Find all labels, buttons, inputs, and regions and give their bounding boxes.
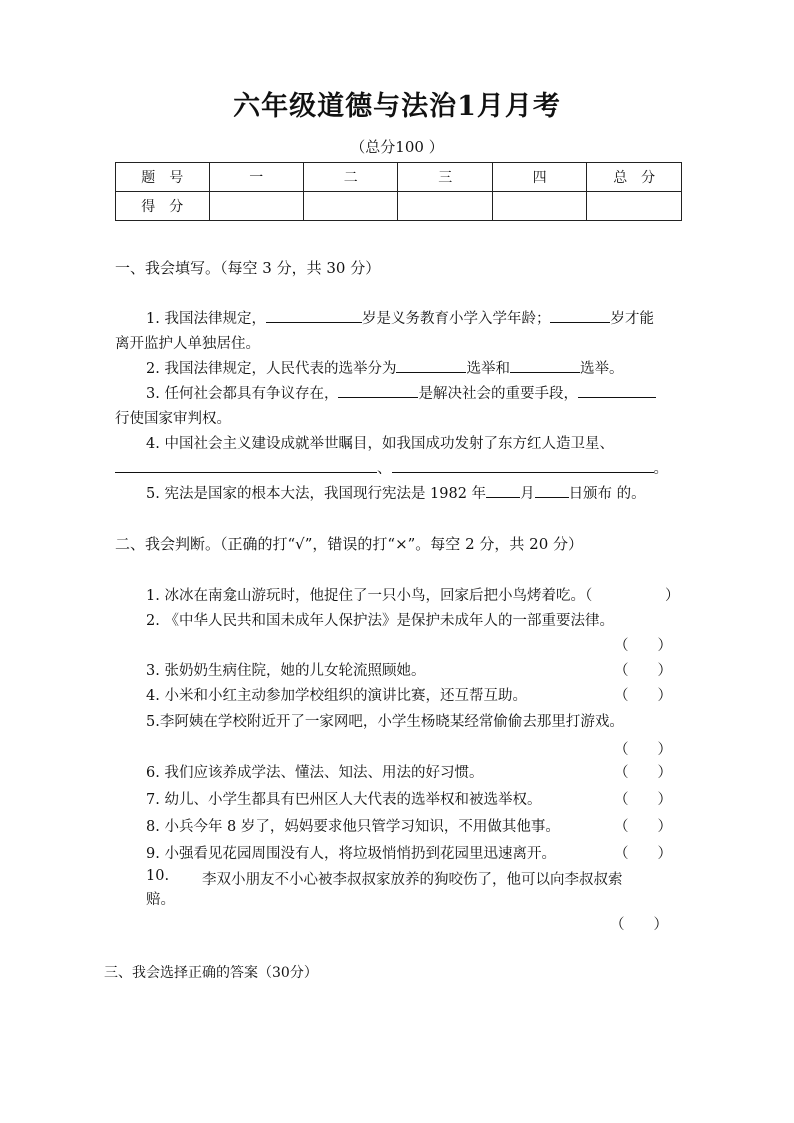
s2-question-2: 2. 《中华人民共和国未成年人保护法》是保护未成年人的一部重要法律。 [146, 613, 614, 629]
blank-living-age[interactable] [550, 308, 610, 323]
s1-q3-continued: 行使国家审判权。 [115, 411, 231, 427]
blank-month[interactable] [486, 483, 520, 498]
s1-q2-text-c: 选举。 [579, 361, 624, 377]
s1-question-2 [146, 357, 623, 378]
score-cell-1[interactable] [209, 192, 303, 221]
s2-question-9: 9. 小强看见花园周围没有人，将垃圾悄悄扔到花园里迅速离开。 [146, 846, 556, 862]
s2-q10-answer[interactable]: （ ） [610, 917, 668, 933]
s1-q4-end: 。 [653, 461, 668, 477]
s1-q1-text-b: 岁是义务教育小学入学年龄； [361, 311, 551, 327]
s2-question-3: 3. 张奶奶生病住院，她的儿女轮流照顾她。 [146, 663, 426, 679]
s2-q1-answer-close[interactable]: ） [665, 588, 680, 604]
blank-day[interactable] [535, 483, 569, 498]
s2-question-4: 4. 小米和小红主动参加学校组织的演讲比赛，还互帮互助。 [146, 688, 527, 704]
s2-question-6: 6. 我们应该养成学法、懂法、知法、用法的好习惯。 [146, 765, 484, 781]
s1-q4-continued [115, 457, 668, 478]
s1-q2-text-a: 2. 我国法律规定，人民代表的选举分为 [146, 361, 397, 377]
header-cell-3: 三 [398, 163, 492, 192]
s1-q5-text-a: 5. 宪法是国家的根本大法，我国现行宪法是 1982 年 [146, 486, 487, 502]
s1-q3-text-b: 是解决社会的重要手段， [418, 386, 578, 402]
total-score-note: （总分100 ） [350, 138, 444, 156]
section3-heading: 三、我会选择正确的答案（30分） [104, 965, 318, 981]
score-cell-4[interactable] [492, 192, 586, 221]
blank-dispute-means[interactable] [338, 383, 418, 398]
blank-achievement-2[interactable] [392, 458, 654, 473]
s2-question-10-number: 10. [146, 868, 170, 884]
header-cell-item: 题 号 [116, 163, 210, 192]
score-cell-total[interactable] [587, 192, 682, 221]
s2-q2-answer[interactable]: （ ） [614, 638, 672, 654]
s1-question-4: 4. 中国社会主义建设成就举世瞩目，如我国成功发射了东方红人造卫星、 [146, 436, 614, 452]
s1-q1-continued: 离开监护人单独居住。 [115, 336, 260, 352]
blank-election-type-2[interactable] [510, 358, 580, 373]
blank-achievement-1[interactable] [115, 458, 377, 473]
s1-question-5 [146, 482, 646, 503]
s2-q8-answer[interactable]: （ ） [614, 819, 672, 835]
s2-q7-answer[interactable]: （ ） [614, 792, 672, 808]
s1-question-1 [146, 307, 654, 328]
s2-question-8: 8. 小兵今年 8 岁了，妈妈要求他只管学习知识，不用做其他事。 [146, 819, 560, 835]
s2-question-7: 7. 幼儿、小学生都具有巴州区人大代表的选举权和被选举权。 [146, 792, 542, 808]
s2-q6-answer[interactable]: （ ） [614, 765, 672, 781]
s2-question-5: 5.李阿姨在学校附近开了一家网吧，小学生杨晓某经常偷偷去那里打游戏。 [146, 714, 624, 730]
score-cell-2[interactable] [304, 192, 398, 221]
blank-entry-age[interactable] [266, 308, 362, 323]
section1-heading: 一、我会填写。（每空 3 分，共 30 分） [115, 259, 381, 277]
page-title: 六年级道德与法治1月月考 [233, 91, 561, 122]
s2-question-10: 李双小朋友不小心被李叔叔家放养的狗咬伤了，他可以向李叔叔索 [202, 872, 623, 888]
s1-q1-text-a: 1. 我国法律规定， [146, 311, 266, 327]
s2-q9-answer[interactable]: （ ） [614, 846, 672, 862]
header-cell-total: 总 分 [587, 163, 682, 192]
blank-judicial-body[interactable] [578, 383, 656, 398]
s2-q5-answer[interactable]: （ ） [614, 742, 672, 758]
score-table-header-row [116, 163, 682, 192]
header-cell-4: 四 [492, 163, 586, 192]
s2-q3-answer[interactable]: （ ） [614, 663, 672, 679]
s1-q4-separator: 、 [377, 461, 392, 477]
score-table [115, 162, 682, 221]
s1-q1-text-c: 岁才能 [610, 311, 654, 327]
s1-q5-text-c: 日颁布 的。 [568, 486, 646, 502]
s2-q10-continued: 赔。 [146, 892, 175, 908]
s2-question-1: 1. 冰冰在南龛山游玩时，他捉住了一只小鸟，回家后把小鸟烤着吃。（ [146, 588, 593, 604]
s1-q2-text-b: 选举和 [466, 361, 510, 377]
score-cell-3[interactable] [398, 192, 492, 221]
score-table-score-row [116, 192, 682, 221]
s1-q3-text-a: 3. 任何社会都具有争议存在， [146, 386, 339, 402]
section2-heading: 二、我会判断。（正确的打“√”，错误的打“×”。每空 2 分，共 20 分） [115, 535, 584, 553]
s1-question-3 [146, 382, 656, 403]
blank-election-type-1[interactable] [396, 358, 466, 373]
header-cell-2: 二 [304, 163, 398, 192]
s1-q5-text-b: 月 [520, 486, 535, 502]
score-row-label: 得 分 [116, 192, 210, 221]
header-cell-1: 一 [209, 163, 303, 192]
s2-q4-answer[interactable]: （ ） [614, 688, 672, 704]
